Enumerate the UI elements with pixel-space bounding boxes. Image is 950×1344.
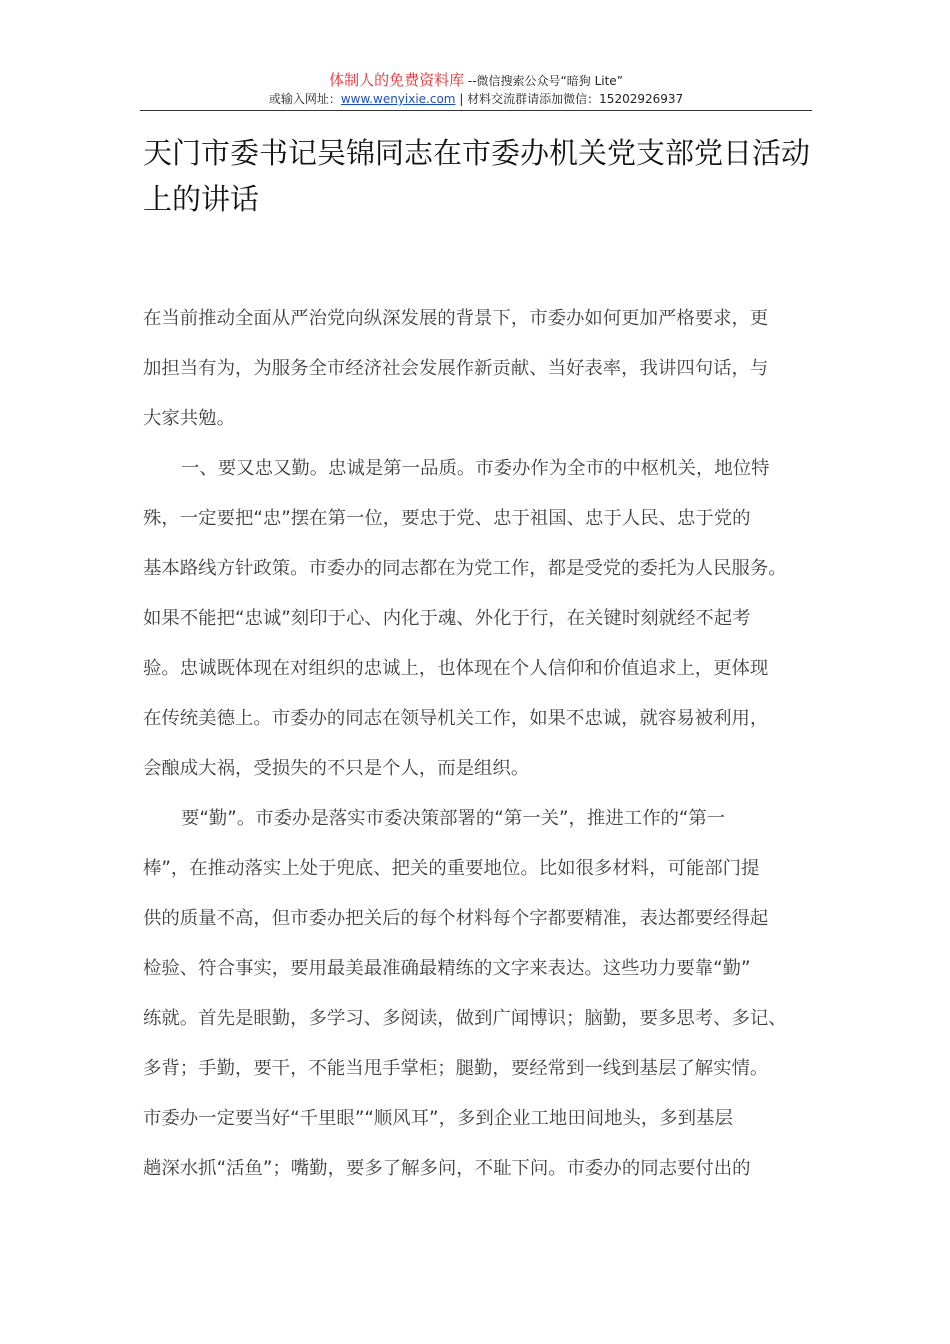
body-line: 会酿成大祸，受损失的不只是个人，而是组织。 <box>143 758 530 779</box>
header-contact-suffix: | 材料交流群请添加微信：15202926937 <box>455 92 684 106</box>
header-divider <box>140 110 812 111</box>
body-line: 大家共勉。 <box>143 408 235 429</box>
body-line: 棒”，在推动落实上处于兜底、把关的重要地位。比如很多材料，可能部门提 <box>143 858 760 879</box>
body-line: 在当前推动全面从严治党向纵深发展的背景下，市委办如何更加严格要求，更 <box>143 308 769 329</box>
header-banner <box>140 70 812 90</box>
header-tagline: --微信搜索公众号“暗狗 Lite” <box>464 74 623 88</box>
body-line: 检验、符合事实，要用最美最准确最精练的文字来表达。这些功力要靠“勤” <box>143 958 751 979</box>
body-line: 市委办一定要当好“千里眼”“顺风耳”，多到企业工地田间地头，多到基层 <box>143 1108 733 1129</box>
document-title <box>143 130 815 222</box>
body-line: 基本路线方针政策。市委办的同志都在为党工作，都是受党的委托为人民服务。 <box>143 558 787 579</box>
body-line: 趟深水抓“活鱼”；嘴勤，要多了解多问，不耻下问。市委办的同志要付出的 <box>143 1158 751 1179</box>
header-contact <box>140 90 812 108</box>
title-line-1: 天门市委书记吴锦同志在市委办机关党支部党日活动 <box>143 136 811 170</box>
title-line-2: 上的讲话 <box>143 182 260 216</box>
website-link[interactable]: www.wenyixie.com <box>340 92 456 106</box>
body-line: 验。忠诚既体现在对组织的忠诚上，也体现在个人信仰和价值追求上，更体现 <box>143 658 769 679</box>
body-line: 要“勤”。市委办是落实市委决策部署的“第一关”，推进工作的“第一 <box>181 808 726 829</box>
header-url-prefix: 或输入网址： <box>268 92 341 106</box>
body-line: 殊，一定要把“忠”摆在第一位，要忠于党、忠于祖国、忠于人民、忠于党的 <box>143 508 751 529</box>
page-header <box>140 70 812 108</box>
body-line: 在传统美德上。市委办的同志在领导机关工作，如果不忠诚，就容易被利用， <box>143 708 769 729</box>
header-brand: 体制人的免费资料库 <box>329 71 465 89</box>
body-line: 一、要又忠又勤。忠诚是第一品质。市委办作为全市的中枢机关，地位特 <box>181 458 770 479</box>
body-line: 如果不能把“忠诚”刻印于心、内化于魂、外化于行，在关键时刻就经不起考 <box>143 608 751 629</box>
body-line: 供的质量不高，但市委办把关后的每个材料每个字都要精准，表达都要经得起 <box>143 908 769 929</box>
body-line: 多背；手勤，要干，不能当甩手掌柜；腿勤，要经常到一线到基层了解实情。 <box>143 1058 769 1079</box>
body-line: 练就。首先是眼勤，多学习、多阅读，做到广闻博识；脑勤，要多思考、多记、 <box>143 1008 787 1029</box>
body-line: 加担当有为，为服务全市经济社会发展作新贡献、当好表率，我讲四句话，与 <box>143 358 769 379</box>
document-body <box>143 294 819 1194</box>
